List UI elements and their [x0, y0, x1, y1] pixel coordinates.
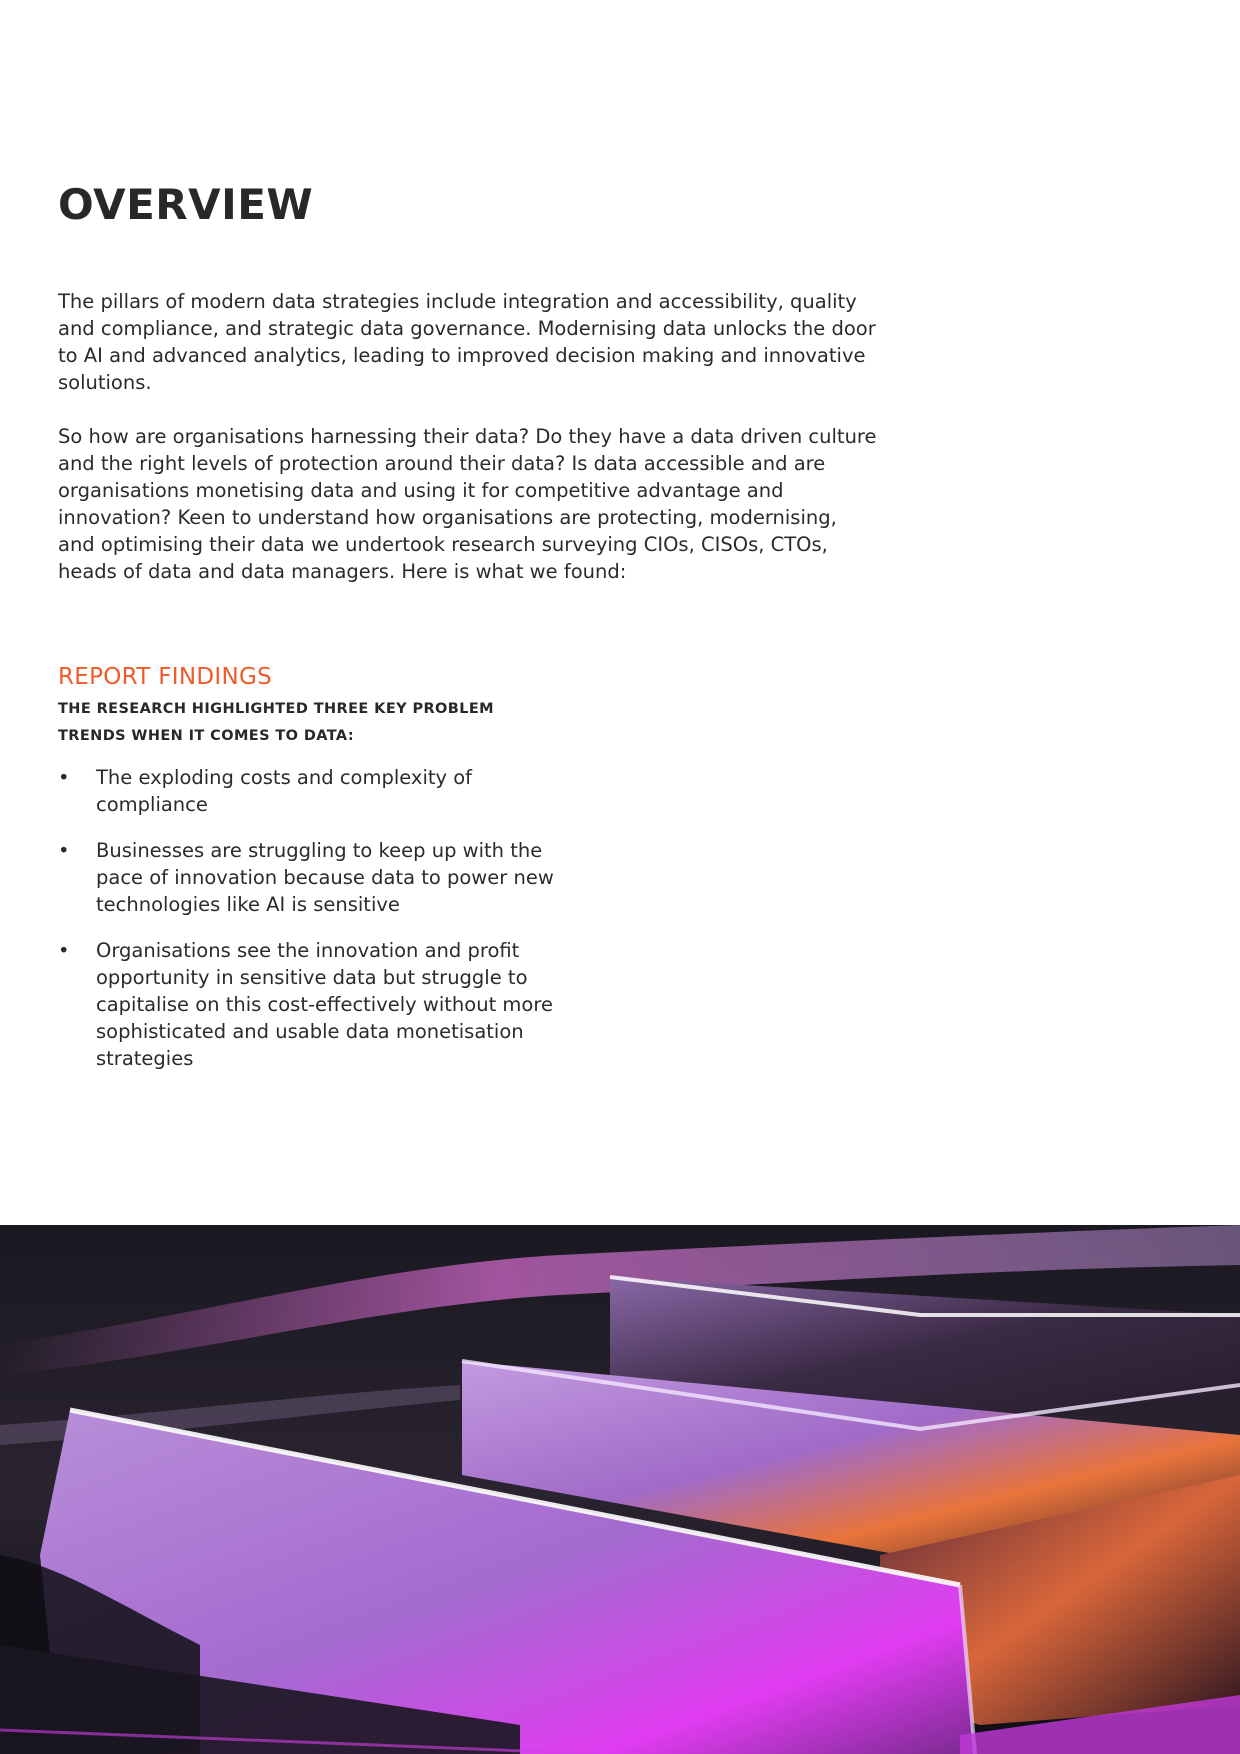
intro-paragraph: So how are organisations harnessing their data? Do they have a data driven culture and the right levels of protection around their data? Is data accessible and are organisations monetising data and using it for competitive advantage and innovation? Keen to understand how organisations are protecting, modernising, and optimising their data we undertook research surveying CIOs, CISOs, CTOs, heads of data and data managers. Here is what we found:	[58, 425, 877, 583]
list-item-text: Businesses are struggling to keep up with the pace of innovation because data to power new technologies like AI is sensitive	[96, 839, 554, 916]
findings-list	[58, 764, 578, 1072]
report-findings-section	[58, 662, 578, 1091]
list-item-text: The exploding costs and complexity of compliance	[96, 766, 473, 816]
findings-subheading: THE RESEARCH HIGHLIGHTED THREE KEY PROBLEM TRENDS WHEN IT COMES TO DATA:	[58, 701, 495, 744]
findings-heading: REPORT FINDINGS	[58, 664, 272, 690]
bullet-icon: •	[58, 766, 70, 789]
intro-section	[58, 288, 878, 612]
bullet-icon: •	[58, 939, 70, 962]
list-item	[58, 937, 578, 1072]
page-title: OVERVIEW	[58, 180, 314, 229]
intro-paragraph: The pillars of modern data strategies include integration and accessibility, quality and compliance, and strategic data governance. Modernising data unlocks the door to AI and advanced analytics, leading to improved decision making and innovative solutions.	[58, 290, 876, 394]
list-item	[58, 837, 578, 918]
abstract-purple-layers-image	[0, 1225, 1240, 1754]
bullet-icon: •	[58, 839, 70, 862]
list-item	[58, 764, 578, 818]
list-item-text: Organisations see the innovation and profit opportunity in sensitive data but struggle to capitalise on this cost-effectively without more sophisticated and usable data monetisation strategies	[96, 939, 553, 1070]
